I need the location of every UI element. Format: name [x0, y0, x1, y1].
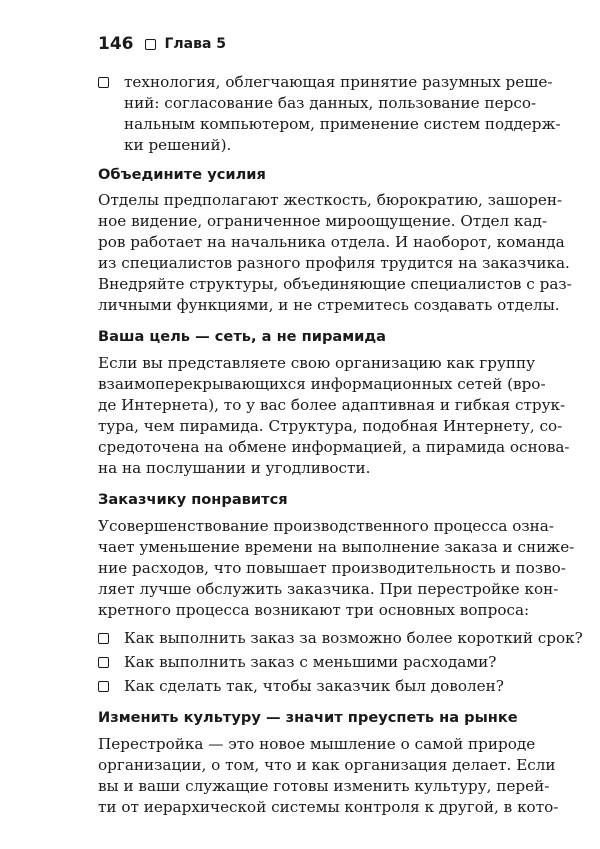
chapter-title: Глава 5	[164, 36, 227, 52]
checkbox-square-icon	[98, 681, 109, 692]
section-paragraph	[98, 190, 572, 316]
page-body	[98, 72, 583, 818]
list-item	[98, 652, 528, 673]
text-line: ние расходов, что повышает производительность и позво-	[98, 559, 566, 577]
text-line: взаимоперекрывающихся информационных сетей (вро-	[98, 375, 546, 393]
section-paragraph	[98, 516, 575, 621]
text-line: кретного процесса возникают три основных вопроса:	[98, 601, 530, 619]
text-line: из специалистов разного профиля трудится на заказчика.	[98, 254, 570, 272]
section-heading: Заказчику понравится	[98, 491, 288, 508]
text-line: тура, чем пирамида. Структура, подобная Интернету, со-	[98, 417, 563, 435]
checkbox-square-icon	[98, 657, 109, 668]
text-line: Отделы предполагают жесткость, бюрократию, зашорен-	[98, 191, 563, 209]
list-item	[98, 676, 528, 697]
section-heading: Ваша цель — сеть, а не пирамида	[98, 328, 387, 345]
intro-bullet-item	[98, 72, 561, 156]
text-line: ляет лучше обслужить заказчика. При перестройке кон-	[98, 580, 559, 598]
question-list	[98, 628, 583, 697]
text-line: ров работает на начальника отдела. И наоборот, команда	[98, 233, 565, 251]
text-line: Внедряйте структуры, объединяющие специалистов с раз-	[98, 275, 572, 293]
text-line: Перестройка — это новое мышление о самой природе	[98, 735, 536, 753]
text-line: ки решений).	[124, 136, 232, 154]
section-paragraph	[98, 734, 559, 818]
section-paragraph	[98, 353, 570, 479]
page-number: 146	[98, 34, 134, 54]
list-item-text: Как выполнить заказ за возможно более короткий срок?	[124, 629, 583, 647]
text-line: Усовершенствование производственного процесса озна-	[98, 517, 554, 535]
text-line: личными функциями, и не стремитесь создавать отделы.	[98, 296, 560, 314]
page-header	[98, 34, 226, 54]
checkbox-square-icon	[145, 39, 156, 50]
text-line: организации, о том, что и как организация делает. Если	[98, 756, 556, 774]
text-line: чает уменьшение времени на выполнение заказа и сниже-	[98, 538, 575, 556]
checkbox-square-icon	[98, 77, 109, 88]
text-line: ти от иерархической системы контроля к другой, в кото-	[98, 798, 559, 816]
text-line: Если вы представляете свою организацию как группу	[98, 354, 536, 372]
text-line: вы и ваши служащие готовы изменить культуру, перей-	[98, 777, 550, 795]
section-heading: Изменить культуру — значит преуспеть на рынке	[98, 709, 518, 726]
text-line: ний: согласование баз данных, пользование персо-	[124, 94, 537, 112]
text-line: средоточена на обмене информацией, а пирамида основа-	[98, 438, 570, 456]
text-line: на на послушании и угодливости.	[98, 459, 371, 477]
list-item-text: Как выполнить заказ с меньшими расходами?	[124, 653, 497, 671]
list-item	[98, 628, 583, 649]
text-line: ное видение, ограниченное мироощущение. Отдел кад-	[98, 212, 548, 230]
text-line: технология, облегчающая принятие разумных реше-	[124, 73, 553, 91]
checkbox-square-icon	[98, 633, 109, 644]
text-line: де Интернета), то у вас более адаптивная и гибкая струк-	[98, 396, 566, 414]
section-heading: Объедините усилия	[98, 166, 266, 183]
text-line: нальным компьютером, применение систем поддерж-	[124, 115, 561, 133]
list-item-text: Как сделать так, чтобы заказчик был доволен?	[124, 677, 504, 695]
